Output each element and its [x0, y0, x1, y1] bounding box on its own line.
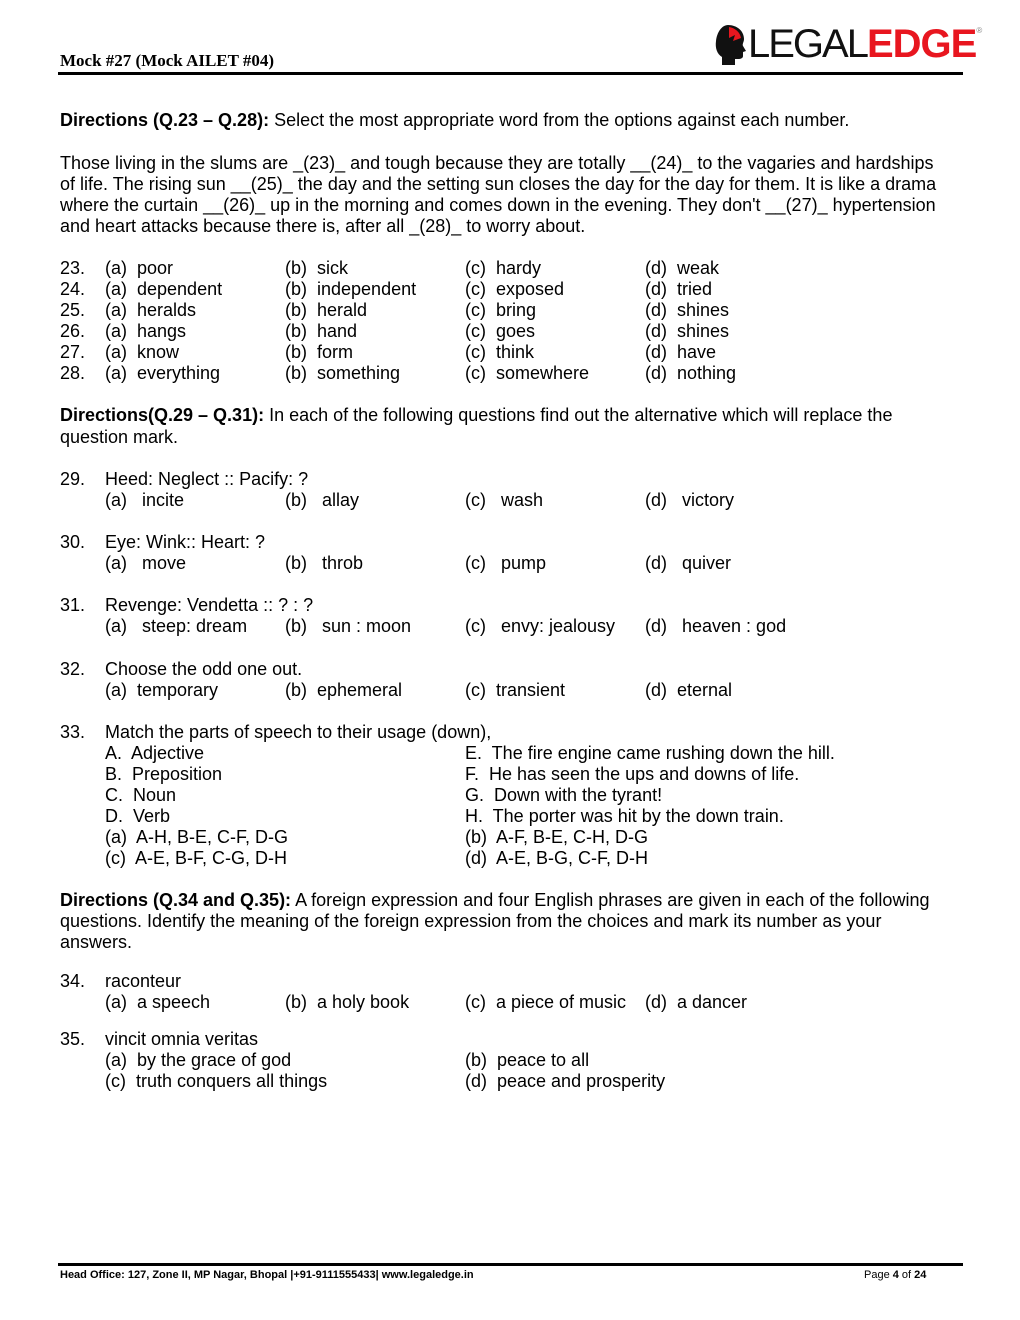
option: (a) know [105, 342, 180, 362]
directions-34-35: Directions (Q.34 and Q.35): A foreign expression and four English phrases are given in each of the following [60, 890, 930, 910]
option: (b) ephemeral [285, 680, 403, 700]
directions-34-35-cont: questions. Identify the meaning of the foreign expression from the choices and mark its number as your [60, 911, 882, 931]
option: (c) exposed [465, 279, 565, 299]
option: (c) A-E, B-F, C-G, D-H [105, 848, 287, 868]
option: (d) nothing [645, 363, 737, 383]
option: (a) dependent [105, 279, 223, 299]
option: (d) peace and prosperity [465, 1071, 666, 1091]
header-title: Mock #27 (Mock AILET #04) [60, 51, 275, 70]
option: (c) bring [465, 300, 537, 320]
option: (d) quiver [645, 553, 732, 573]
question-number: 26. [60, 321, 86, 341]
option: (a) a speech [105, 992, 211, 1012]
option: (d) heaven : god [645, 616, 787, 636]
question-number: 31. [60, 595, 86, 615]
option: (a) A-H, B-E, C-F, D-G [105, 827, 289, 847]
question-number: 35. [60, 1029, 86, 1049]
match-left-item: C. Noun [105, 785, 177, 805]
question-text: Eye: Wink:: Heart: ? [105, 532, 266, 552]
option: (a) hangs [105, 321, 187, 341]
logo-edge: EDGE [866, 21, 977, 66]
option: (d) A-E, B-G, C-F, D-H [465, 848, 649, 868]
head-icon [714, 23, 748, 65]
option: (c) hardy [465, 258, 542, 278]
question-text: Revenge: Vendetta :: ? : ? [105, 595, 314, 615]
option: (d) victory [645, 490, 735, 510]
match-right-item: G. Down with the tyrant! [465, 785, 663, 805]
option: (c) wash [465, 490, 544, 510]
option: (a) poor [105, 258, 174, 278]
match-left-item: B. Preposition [105, 764, 223, 784]
option: (d) shines [645, 321, 730, 341]
option: (a) steep: dream [105, 616, 248, 636]
option: (b) herald [285, 300, 368, 320]
question-number: 30. [60, 532, 86, 552]
option: (b) independent [285, 279, 417, 299]
option: (d) shines [645, 300, 730, 320]
question-number: 33. [60, 722, 86, 742]
question-number: 24. [60, 279, 86, 299]
option: (d) have [645, 342, 717, 362]
option: (a) temporary [105, 680, 219, 700]
question-text: Choose the odd one out. [105, 659, 303, 679]
question-number: 29. [60, 469, 86, 489]
option: (a) everything [105, 363, 221, 383]
option: (b) throb [285, 553, 364, 573]
question-number: 27. [60, 342, 86, 362]
logo-legal: LEGAL [748, 21, 867, 66]
option: (c) think [465, 342, 535, 362]
question-text: Match the parts of speech to their usage (down), [105, 722, 492, 742]
question-number: 34. [60, 971, 86, 991]
option: (b) peace to all [465, 1050, 590, 1070]
option: (a) move [105, 553, 187, 573]
match-right-item: E. The fire engine came rushing down the hill. [465, 743, 835, 763]
option: (c) transient [465, 680, 566, 700]
option: (d) a dancer [645, 992, 748, 1012]
match-right-item: F. He has seen the ups and downs of life. [465, 764, 800, 784]
option: (c) envy: jealousy [465, 616, 616, 636]
option: (b) something [285, 363, 401, 383]
directions-29-31-cont: question mark. [60, 427, 179, 447]
option: (b) sun : moon [285, 616, 412, 636]
question-number: 25. [60, 300, 86, 320]
match-left-item: A. Adjective [105, 743, 205, 763]
option: (b) hand [285, 321, 358, 341]
option: (b) form [285, 342, 354, 362]
footer-rule [58, 1263, 963, 1266]
option: (c) a piece of music [465, 992, 627, 1012]
legaledge-logo: LEGAL EDGE ® [714, 22, 982, 66]
option: (c) truth conquers all things [105, 1071, 328, 1091]
directions-23-28: Directions (Q.23 – Q.28): Select the most appropriate word from the options against each number. [60, 110, 850, 130]
question-number: 28. [60, 363, 86, 383]
question-text: raconteur [105, 971, 182, 991]
option: (d) tried [645, 279, 713, 299]
option: (c) pump [465, 553, 547, 573]
option: (b) allay [285, 490, 360, 510]
option: (c) goes [465, 321, 536, 341]
question-number: 32. [60, 659, 86, 679]
option: (a) heralds [105, 300, 197, 320]
footer-address: Head Office: 127, Zone II, MP Nagar, Bhopal |+91-9111555433| www.legaledge.in [60, 1269, 474, 1281]
match-left-item: D. Verb [105, 806, 171, 826]
header-rule [58, 72, 963, 75]
question-text: Heed: Neglect :: Pacify: ? [105, 469, 309, 489]
option: (a) incite [105, 490, 185, 510]
option: (d) weak [645, 258, 720, 278]
option: (b) sick [285, 258, 348, 278]
directions-29-31: Directions(Q.29 – Q.31): In each of the following questions find out the alternative which will replace the [60, 405, 893, 425]
question-number: 23. [60, 258, 86, 278]
option: (a) by the grace of god [105, 1050, 292, 1070]
option: (b) a holy book [285, 992, 410, 1012]
option: (b) A-F, B-E, C-H, D-G [465, 827, 649, 847]
directions-34-35-cont2: answers. [60, 932, 133, 952]
option: (d) eternal [645, 680, 733, 700]
question-text: vincit omnia veritas [105, 1029, 259, 1049]
page-number: Page 4 of 24 [864, 1269, 927, 1281]
match-right-item: H. The porter was hit by the down train. [465, 806, 784, 826]
option: (c) somewhere [465, 363, 590, 383]
